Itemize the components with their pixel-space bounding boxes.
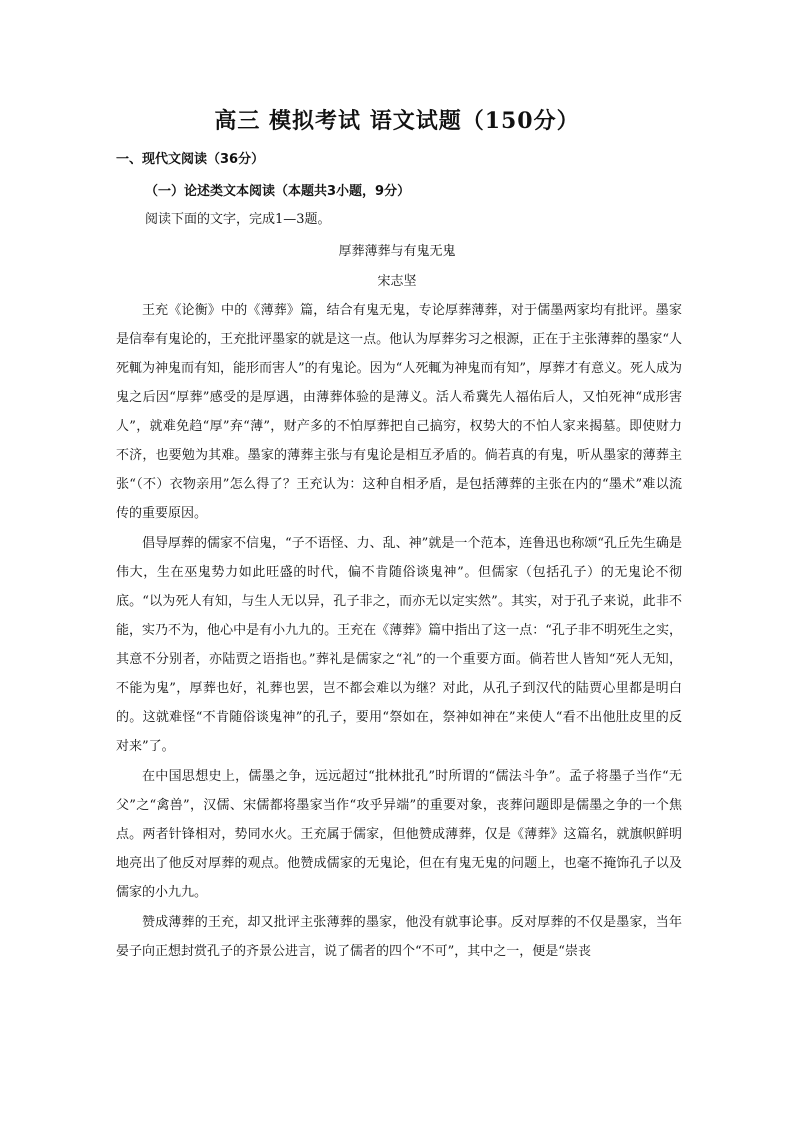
article-body [116, 296, 682, 967]
article-paragraph: 在中国思想史上，儒墨之争，远远超过“批林批孔”时所谓的“儒法斗争”。孟子将墨子当作“无父”之“禽兽”，汉儒、宋儒都将墨家当作“攻乎异端”的重要对象，丧葬问题即是儒墨之争的一个焦点。两者针锋相对，势同水火。王充属于儒家，但他赞成薄葬，仅是《薄葬》这篇名，就旗帜鲜明地亮出了他反对厚葬的观点。他赞成儒家的无鬼论，但在有鬼无鬼的问题上，也毫不掩饰孔子以及儒家的小九九。 [116, 769, 682, 900]
subsection-heading: （一）论述类文本阅读（本题共3小题，9分） [145, 184, 411, 199]
exam-title: 高三 模拟考试 语文试题（150分） [214, 108, 580, 134]
article-author: 宋志坚 [377, 274, 417, 289]
article-title: 厚葬薄葬与有鬼无鬼 [338, 244, 456, 259]
article-paragraph: 王充《论衡》中的《薄葬》篇，结合有鬼无鬼，专论厚葬薄葬，对于儒墨两家均有批评。墨家是信奉有鬼论的，王充批评墨家的就是这一点。他认为厚葬劣习之根源，正在于主张薄葬的墨家“人死輒为神鬼而有知，能形而害人”的有鬼论。因为“人死輒为神鬼而有知”，厚葬才有意义。死人成为鬼之后因“厚葬”感受的是厚遇，由薄葬体验的是薄义。活人希冀先人福佑后人，又怕死神“成形害人”，就难免趋“厚”弃“薄”，财产多的不怕厚葬把自己搞穷，权势大的不怕人家来揭墓。即使财力不济，也要勉为其难。墨家的薄葬主张与有鬼论是相互矛盾的。倘若真的有鬼，听从墨家的薄葬主张“（不）衣物亲用”怎么得了？王充认为：这种自相矛盾，是包括薄葬的主张在内的“墨术”难以流传的重要原因。 [116, 303, 682, 521]
article-paragraph: 赞成薄葬的王充，却又批评主张薄葬的墨家，他没有就事论事。反对厚葬的不仅是墨家，当年晏子向正想封赏孔子的齐景公进言，说了儒者的四个“不可”，其中之一，便是“崇丧 [116, 915, 682, 959]
reading-instruction: 阅读下面的文字，完成1—3题。 [145, 212, 331, 227]
article-paragraph: 倡导厚葬的儒家不信鬼，“子不语怪、力、乱、神”就是一个范本，连鲁迅也称颂“孔丘先生确是伟大，生在巫鬼势力如此旺盛的时代，偏不肯随俗谈鬼神”。但儒家（包括孔子）的无鬼论不彻底。“以为死人有知，与生人无以异，孔子非之，而亦无以定实然”。其实，对于孔子来说，此非不能，实乃不为，他心中是有小九九的。王充在《薄葬》篇中指出了这一点：“孔子非不明死生之实，其意不分别者，亦陆贾之语指也。”葬礼是儒家之“礼”的一个重要方面。倘若世人皆知“死人无知，不能为鬼”，厚葬也好，礼葬也罢，岂不都会难以为继？对此，从孔子到汉代的陆贾心里都是明白的。这就难怪“不肯随俗谈鬼神”的孔子，要用“祭如在，祭神如神在”来使人“看不出他肚皮里的反对来”了。 [116, 536, 682, 754]
section-heading: 一、现代文阅读（36分） [116, 152, 265, 167]
